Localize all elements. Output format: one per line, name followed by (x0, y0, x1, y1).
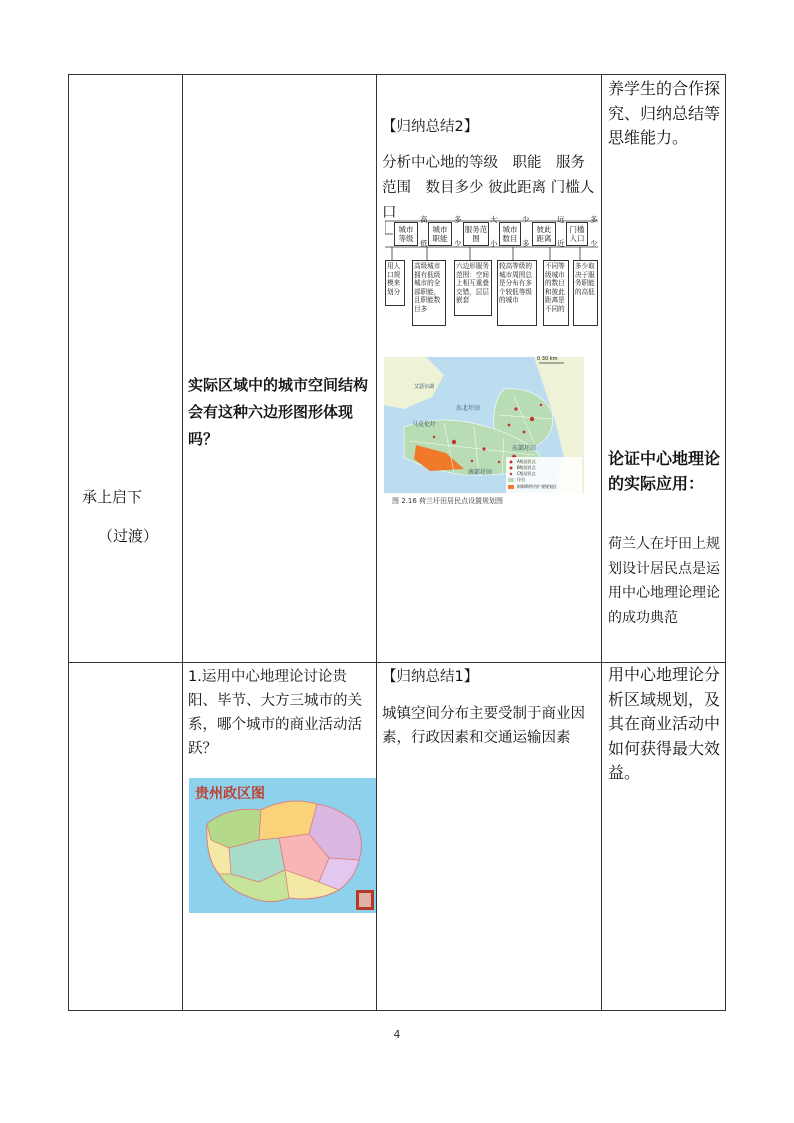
flow-box-distance: 彼此距离 (532, 222, 556, 246)
connector-3-top: 大 (490, 215, 498, 224)
design-intent-top: 养学生的合作探究、归纳总结等思维能力。 (608, 79, 721, 147)
map-label-northeast: 东北圩田 (456, 405, 481, 412)
connector-1-top: 高 (420, 215, 428, 224)
column-divider-3 (601, 74, 602, 1011)
connector-5-top: 远 (557, 215, 565, 224)
connector-4-bottom: 多 (522, 239, 530, 248)
guizhou-map (189, 778, 376, 913)
stage-sub-label: （过渡） (98, 527, 159, 545)
flow-desc-2: 高级城市拥有低级城市的全部职能，且职能数目多 (412, 260, 446, 326)
row2-question: 1.运用中心地理论讨论贵阳、毕节、大方三城市的关系，哪个城市的商业活动活跃？ (188, 669, 362, 757)
central-place-flowchart (385, 214, 598, 326)
map-legend-a: A级居民点 (517, 459, 536, 464)
table-border-right (725, 74, 726, 1011)
flow-desc-6: 多少取决于服务职能的高低 (573, 260, 598, 326)
map-legend-amsterdam: 阿姆斯特丹扩建规划区 (517, 484, 557, 489)
map-legend-polder: 圩田 (517, 477, 525, 482)
stage-label: 承上启下 (82, 488, 143, 506)
table-border-bottom (68, 1010, 726, 1011)
connector-2-top: 多 (454, 215, 462, 224)
column-divider-1 (182, 74, 183, 1011)
connector-5-bottom: 近 (557, 239, 565, 248)
flow-desc-5: 不同等级城市的数目和彼此距离是不同的 (543, 260, 569, 326)
flow-box-city-level: 城市等级 (394, 222, 418, 246)
column-divider-2 (376, 74, 377, 1011)
flow-box-city-function: 城市职能 (428, 222, 452, 246)
design-intent-title: 论证中心地理论的实际应用： (608, 449, 721, 493)
map-legend-c: C级居民点 (517, 471, 536, 476)
flow-desc-1: 用人口规模来划分 (385, 260, 405, 306)
table-border-top (68, 74, 726, 75)
map-label-lake: 艾瑟尔湖 (414, 384, 435, 390)
flow-box-city-count: 城市数目 (499, 222, 521, 246)
flow-box-service-range: 服务范围 (463, 222, 489, 246)
map-label-markerwaard: 马克伦圩 (412, 421, 437, 428)
flow-box-threshold: 门槛人口 (566, 222, 588, 246)
table-border-left (68, 74, 69, 1011)
connector-4-top: 少 (522, 215, 530, 224)
summary1-title: 【归纳总结1】 (382, 669, 479, 685)
guizhou-map-title: 贵州政区图 (195, 786, 265, 802)
summary1-text: 城镇空间分布主要受制于商业因素，行政因素和交通运输因素 (382, 706, 585, 746)
page-number: 4 (393, 1028, 401, 1041)
flow-desc-4: 较高等级的城市周围总是分布有多个较低等级的城市 (497, 260, 537, 326)
map-label-south: 南部圩田 (468, 469, 493, 476)
netherlands-polder-map (384, 357, 584, 507)
row1-question: 实际区域中的城市空间结构会有这种六边形图形体现吗？ (188, 376, 369, 448)
connector-6-bottom: 少 (590, 239, 598, 248)
summary2-title: 【归纳总结2】 (382, 119, 479, 135)
map-legend-b: B级居民点 (517, 465, 536, 470)
row2-design-intent: 用中心地理论分析区域规划，及其在商业活动中如何获得最大效益。 (608, 665, 721, 782)
map-label-east: 东部圩田 (512, 445, 537, 452)
connector-1-bottom: 低 (420, 239, 428, 248)
connector-3-bottom: 小 (490, 239, 498, 248)
flow-desc-3: 六边形服务范围：空间上相互重叠交错，层层嵌套 (454, 260, 492, 316)
connector-2-bottom: 少 (454, 239, 462, 248)
design-intent-text: 荷兰人在圩田上规划设计居民点是运用中心地理论理论的成功典范 (608, 536, 720, 626)
map-caption: 图 2.16 荷兰圩田居民点设置规划图 (392, 497, 504, 505)
summary2-text: 分析中心地的等级 职能 服务范围 数目多少 彼此距离 门槛人口 (382, 155, 595, 221)
connector-6-top: 多 (590, 215, 598, 224)
map-scale: 0 30 km (537, 356, 558, 362)
